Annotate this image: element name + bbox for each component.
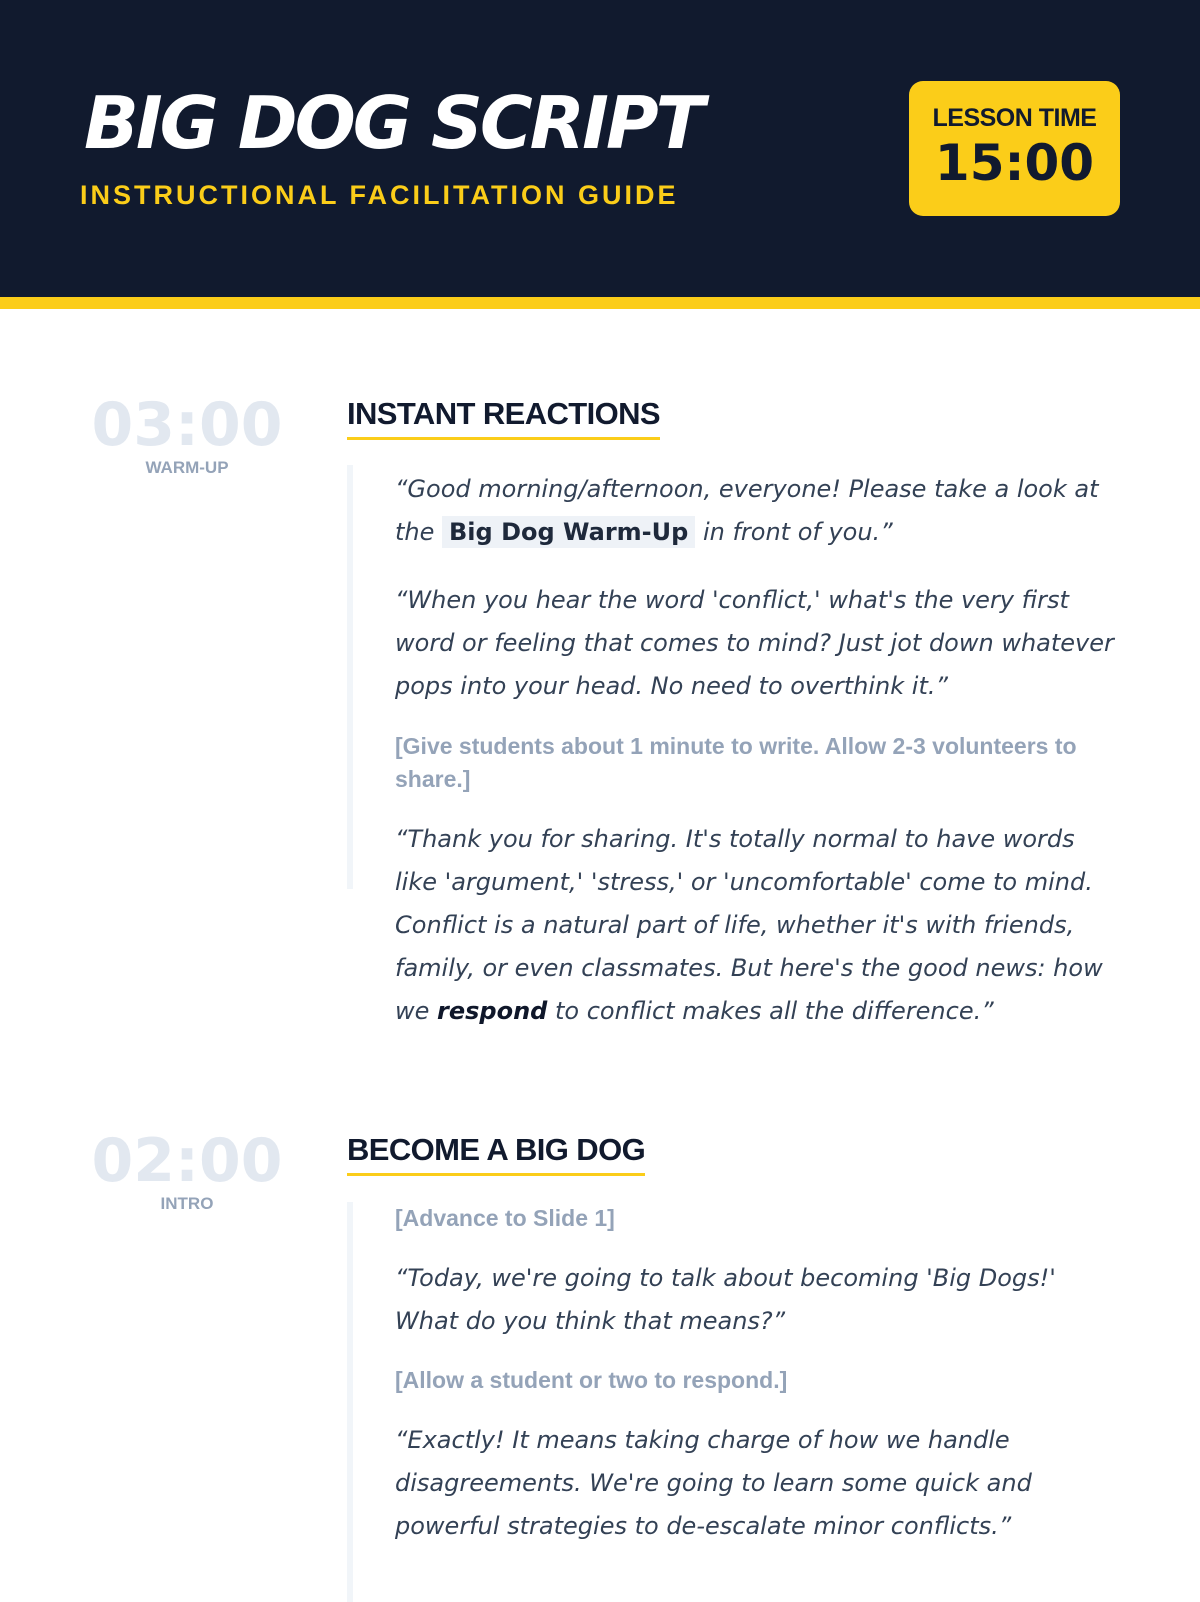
section-title: BECOME A BIG DOG xyxy=(347,1131,645,1176)
section-title: INSTANT REACTIONS xyxy=(347,395,660,440)
script-quote: “Today, we're going to talk about becoming 'Big Dogs!' What do you think that means?” xyxy=(395,1264,1056,1335)
script-quote xyxy=(395,468,1120,554)
lesson-time-label: LESSON TIME xyxy=(932,104,1097,132)
section-tag: INTRO xyxy=(160,1194,214,1213)
quote-text: “Thank you for sharing. It's totally normal to have words like 'argument,' 'stress,' or 'uncomfortable' come to mind. Conflict is a natural part of life, whether it's with friends, family, or even classmates. But here's the good news: how we xyxy=(395,825,1103,1025)
page-title: BIG DOG SCRIPT xyxy=(84,81,702,165)
quote-text: to conflict makes all the difference.” xyxy=(547,997,994,1025)
script-body xyxy=(347,1202,1120,1602)
page-header xyxy=(0,0,1200,309)
highlighted-term: Big Dog Warm-Up xyxy=(442,516,695,548)
section-duration: 02:00 xyxy=(91,1126,283,1196)
section-duration: 03:00 xyxy=(91,390,283,460)
facilitator-note: [Advance to Slide 1] xyxy=(395,1205,615,1231)
script-quote: “Exactly! It means taking charge of how we handle disagreements. We're going to learn some quick and powerful strategies to de-escalate minor conflicts.” xyxy=(395,1426,1032,1540)
script-body xyxy=(347,465,1120,1025)
quote-text: “Good morning/afternoon, everyone! Please take a look at the xyxy=(395,475,1099,546)
script-quote xyxy=(395,818,1120,1033)
script-quote: “When you hear the word 'conflict,' what's the very first word or feeling that comes to mind? Just jot down whatever pops into your head. No need to overthink it.” xyxy=(395,586,1114,700)
facilitator-note: [Allow a student or two to respond.] xyxy=(395,1367,788,1393)
emphasis-text: respond xyxy=(437,997,548,1025)
lesson-time-badge xyxy=(909,81,1120,216)
lesson-time-value: 15:00 xyxy=(934,134,1095,192)
section-tag: WARM-UP xyxy=(145,458,229,477)
facilitator-note: [Give students about 1 minute to write. Allow 2-3 volunteers to share.] xyxy=(395,733,1077,792)
quote-text: in front of you.” xyxy=(695,518,893,546)
page-subtitle: INSTRUCTIONAL FACILITATION GUIDE xyxy=(80,180,679,210)
